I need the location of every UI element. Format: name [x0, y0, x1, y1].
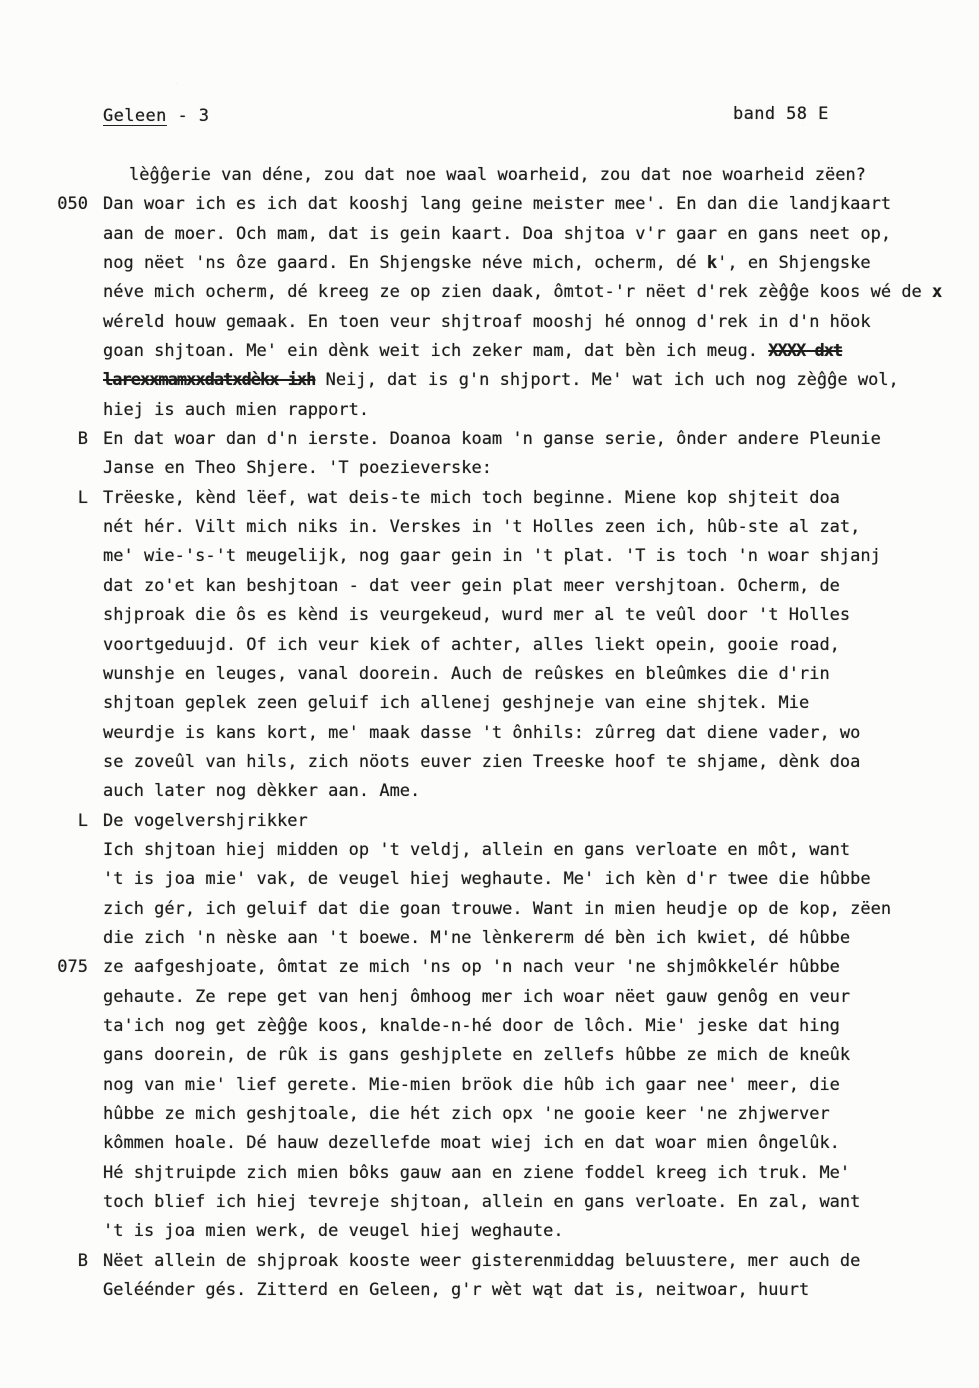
page-title-place: Geleen [103, 106, 167, 126]
line-text [103, 957, 840, 977]
transcript-line [0, 161, 979, 190]
transcript-line [0, 807, 979, 836]
transcript-line [0, 865, 979, 894]
line-text [103, 282, 942, 302]
text-segment: dat zo'et kan beshjtoan - dat veer gein plat meer vershjtoan. Ocherm, de [103, 575, 840, 596]
text-segment: En dat woar dan d'n ierste. Doanoa koam 'n ganse serie, ônder andere Pleunie [103, 429, 881, 450]
line-text [103, 781, 420, 801]
line-text [103, 635, 840, 655]
line-text [103, 1251, 860, 1271]
transcript-line [0, 689, 979, 718]
text-segment: ze aafgeshjoate, ômtat ze mich 'ns op 'n nach veur 'ne shjmôkkelér hûbbe [103, 957, 840, 978]
text-segment: hûbbe ze mich geshjtoale, die hét zich opx 'ne gooie keer 'ne zhjwerver [103, 1104, 830, 1124]
text-segment: x [932, 282, 943, 303]
line-text [103, 400, 369, 420]
transcript-line [0, 396, 979, 425]
transcript-line [0, 366, 979, 395]
line-text [103, 1075, 840, 1095]
page-title [103, 106, 209, 126]
transcript-line [0, 660, 979, 689]
text-segment: nét hér. Vilt mich niks in. Verskes in 't Holles zeen ich, hûb-ste al zat, [103, 517, 861, 538]
text-segment: k [706, 253, 718, 274]
transcript-line [0, 220, 979, 249]
transcript-line [0, 983, 979, 1012]
text-segment: goan shjtoan. Me' ein dènk weit ich zeker mam, dat bèn ich meug. [103, 341, 769, 362]
transcript-line [0, 1012, 979, 1041]
text-segment: De vogelvershjrikker [103, 810, 308, 831]
line-text [103, 1104, 830, 1124]
line-text [103, 928, 850, 948]
transcript-line [0, 337, 979, 366]
transcript-line [0, 308, 979, 337]
transcript-line [0, 278, 979, 307]
line-text [103, 458, 492, 478]
line-text [103, 899, 891, 919]
transcript-line [0, 249, 979, 278]
line-text [103, 811, 308, 831]
transcript-line [0, 953, 979, 982]
transcript-line [0, 836, 979, 865]
line-text [103, 312, 871, 332]
transcript-body [0, 161, 979, 1305]
line-text [103, 341, 842, 361]
struck-out-text: XXXX dxt [768, 341, 843, 362]
text-segment: Janse en Theo Shjere. 'T poezieverske: [103, 458, 492, 479]
text-segment: Ich shjtoan hiej midden op 't veldj, allein en gans verloate en môt, want [103, 839, 851, 860]
line-marker: 050 [57, 194, 88, 215]
line-marker: L [77, 487, 88, 508]
text-segment: ta'ich nog get zèĝĝe koos, knalde-n-hé door de lôch. Mie' jeske dat hing [103, 1015, 840, 1036]
line-text [103, 546, 881, 566]
text-segment: kômmen hoale. Dé hauw dezellefde moat wiej ich en dat woar mien ôngelûk. [103, 1133, 840, 1154]
line-text [103, 1045, 850, 1065]
line-text [103, 517, 860, 537]
transcript-line [0, 572, 979, 601]
text-segment: gehaute. Ze repe get van henj ômhoog mer ich woar nëet gauw genôg en veur [103, 986, 851, 1007]
text-segment: wéreld houw gemaak. En toen veur shjtroaf mooshj hé onnog d'rek in d'n höok [103, 311, 871, 332]
line-text [103, 840, 850, 860]
line-text [103, 752, 860, 772]
text-segment: me' wie-'s-'t meugelijk, nog gaar gein in 't plat. 'T is toch 'n woar shjanj [103, 546, 881, 567]
text-segment: 't is joa mien werk, de veugel hiej weghaute. [103, 1221, 564, 1242]
text-segment: toch blief ich hiej tevreje shjtoan, allein en gans verloate. En zal, want [103, 1192, 861, 1213]
transcript-line [0, 454, 979, 483]
text-segment: shjproak die ôs es kènd is veurgekeud, wurd mer al te veûl door 't Holles [103, 605, 851, 626]
transcript-line [0, 748, 979, 777]
line-text [103, 429, 881, 449]
page-title-suffix: - 3 [166, 106, 210, 126]
band-label: band 58 E [733, 104, 829, 124]
transcript-line [0, 190, 979, 219]
line-text [103, 987, 850, 1007]
text-segment: néve mich ocherm, dé kreeg ze op zien daak, ômtot-'r nëet d'rek zèĝĝe koos wé de [103, 282, 933, 303]
line-text [103, 1221, 564, 1241]
text-segment: Geléénder gés. Zitterd en Geleen, g'r wèt wąt dat is, neitwoar, huurt [103, 1280, 810, 1301]
line-marker: L [77, 810, 88, 831]
text-segment: lèĝĝerie van déne, zou dat noe waal woarheid, zou dat noe woarheid zëen? [129, 165, 866, 185]
line-text [103, 1133, 840, 1153]
text-segment: nog van mie' lief gerete. Mie-mien bröok die hûb ich gaar nee' meer, die [103, 1074, 840, 1095]
transcript-line [0, 1276, 979, 1305]
line-text [103, 165, 866, 185]
transcript-line [0, 1041, 979, 1070]
transcript-line [0, 513, 979, 542]
text-segment: Neij, dat is g'n shjport. Me' wat ich uch nog zèĝĝe wol, [315, 370, 899, 391]
transcript-line [0, 601, 979, 630]
line-text [103, 1280, 809, 1300]
line-text [103, 488, 840, 508]
transcript-line [0, 1188, 979, 1217]
text-segment: Hé shjtruipde zich mien bôks gauw aan en ziene foddel kreeg ich truk. Me' [103, 1162, 851, 1183]
line-text [103, 869, 871, 889]
transcript-line [0, 895, 979, 924]
line-text [103, 1163, 850, 1183]
line-text [103, 576, 840, 596]
transcript-line [0, 1217, 979, 1246]
text-segment: aan de moer. Och mam, dat is gein kaart. Doa shjtoa v'r gaar en gans neet op, [103, 223, 892, 244]
transcript-line [0, 777, 979, 806]
text-segment: Dan woar ich es ich dat kooshj lang geine meister mee'. En dan die landjkaart [103, 194, 892, 215]
transcript-line [0, 425, 979, 454]
line-marker: B [77, 429, 88, 450]
text-segment: gans doorein, de rûk is gans geshjplete en zellefs hûbbe ze mich de kneûk [103, 1045, 851, 1066]
transcript-line [0, 542, 979, 571]
text-segment: die zich 'n nèske aan 't boewe. M'ne lènkererm dé bèn ich kwiet, dé hûbbe [103, 927, 851, 948]
text-segment: nog nëet 'ns ôze gaard. En Shjengske néve mich, ocherm, dé [103, 253, 707, 274]
transcript-line [0, 924, 979, 953]
transcript-line [0, 1129, 979, 1158]
line-marker: B [77, 1250, 88, 1271]
text-segment: ', en Shjengske [717, 253, 871, 274]
transcript-line [0, 1159, 979, 1188]
text-segment: wunshje en leuges, vanal doorein. Auch de reûskes en bleûmkes die d'rin [103, 663, 830, 684]
transcript-line [0, 484, 979, 513]
text-segment: se zoveûl van hils, zich nöots euver zien Treeske hoof te shjame, dènk doa [103, 751, 861, 772]
line-text [103, 605, 850, 625]
text-segment: auch later nog dèkker aan. Ame. [103, 781, 421, 802]
transcript-line [0, 631, 979, 660]
transcript-line [0, 1247, 979, 1276]
line-text [103, 224, 891, 244]
text-segment: shjtoan geplek zeen geluif ich allenej geshjneje van eine shjtek. Mie [103, 693, 810, 714]
text-segment: Nëet allein de shjproak kooste weer gisterenmiddag beluustere, mer auch de [103, 1250, 861, 1271]
transcript-line [0, 1071, 979, 1100]
line-text [103, 194, 891, 214]
line-text [103, 723, 860, 743]
line-text [103, 693, 809, 713]
transcript-line [0, 719, 979, 748]
text-segment: Trëeske, kènd lëef, wat deis-te mich toch beginne. Miene kop shjteit doa [103, 487, 840, 508]
line-text [103, 253, 871, 273]
text-segment: zich gér, ich geluif dat die goan trouwe. Want in mien heudje op de kop, zëen [103, 898, 892, 919]
text-segment: 't is joa mie' vak, de veugel hiej weghaute. Me' ich kèn d'r twee die hûbbe [103, 869, 871, 890]
text-segment: voortgeduujd. Of ich veur kiek of achter, alles liekt opein, gooie road, [103, 634, 840, 655]
line-text [103, 1192, 860, 1212]
transcript-line [0, 1100, 979, 1129]
line-text [103, 370, 899, 390]
struck-out-text: larexxmamxxdatxdèkx ixh [103, 370, 316, 391]
line-marker: 075 [57, 957, 88, 978]
line-text [103, 1016, 840, 1036]
text-segment: hiej is auch mien rapport. [103, 399, 370, 420]
text-segment: weurdje is kans kort, me' maak dasse 't ônhils: zûrreg dat diene vader, wo [103, 722, 861, 743]
line-text [103, 664, 830, 684]
